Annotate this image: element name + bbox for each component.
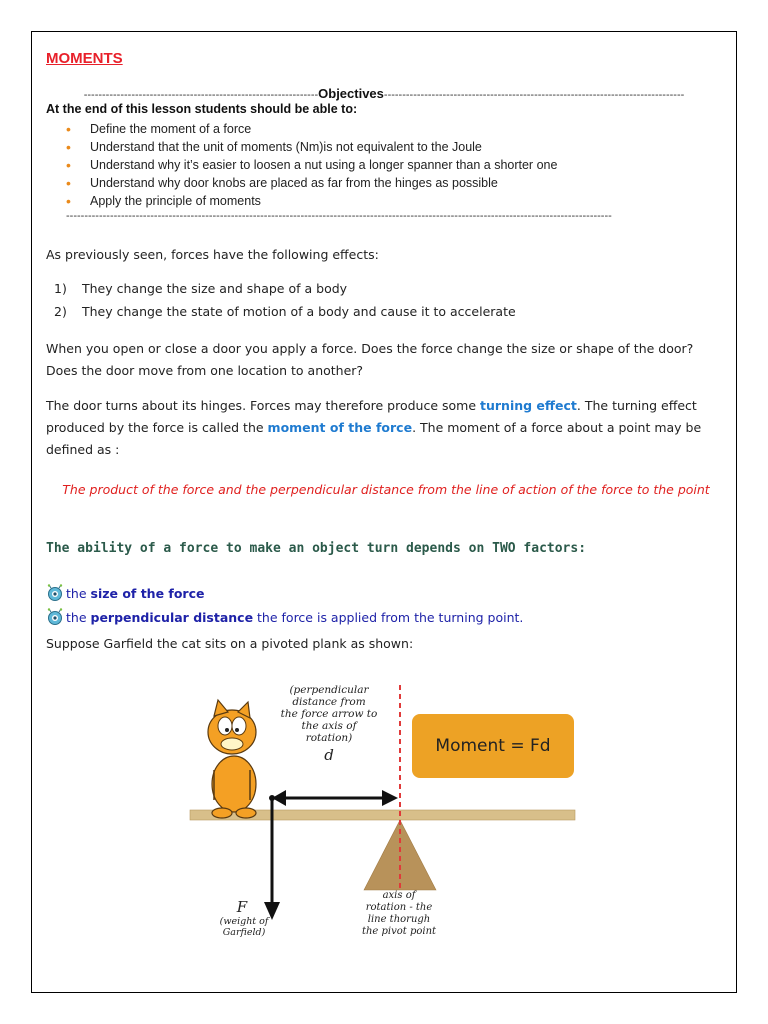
factor-distance: the perpendicular distance the force is applied from the turning point.: [46, 608, 523, 626]
objective-item: • Define the moment of a force: [90, 120, 557, 138]
effect-item: 2) They change the state of motion of a body and cause it to accelerate: [54, 304, 516, 319]
objectives-intro: At the end of this lesson students should be able to:: [46, 102, 358, 116]
factors-heading: The ability of a force to make an object turn depends on TWO factors:: [46, 541, 587, 556]
axis-label: axis of rotation - the line thorugh the pivot point: [361, 890, 437, 937]
distance-label: (perpendicular distance from the force arrow to the axis of rotation): [280, 684, 378, 744]
moment-equation-box: [412, 714, 574, 778]
moment-definition: The product of the force and the perpendicular distance from the line of action of the force to the point: [62, 482, 710, 497]
effects-list: [46, 277, 516, 323]
force-label: F: [236, 898, 248, 916]
objectives-dashes-left: ----------------------------------------------------------------: [83, 89, 319, 101]
distance-arrow-left-head: [272, 790, 286, 806]
factor-size: the size of the force: [46, 584, 205, 602]
distance-arrow-right-head: [382, 790, 398, 806]
objectives-dashes-right: ----------------------------------------------------------------------------------: [383, 89, 685, 101]
objective-item: • Understand why it’s easier to loosen a nut using a longer spanner than a shorter one: [90, 156, 557, 174]
objective-item: • Understand that the unit of moments (Nm)is not equivalent to the Joule: [90, 138, 557, 156]
objectives-heading: [46, 86, 722, 101]
alien-bullet-icon: [46, 608, 64, 626]
objectives-list: [46, 120, 557, 210]
alien-bullet-icon: [46, 584, 64, 602]
effect-item: 1) They change the size and shape of a body: [54, 281, 348, 296]
turning-effect-paragraph: The door turns about its hinges. Forces may therefore produce some turning effect. The turning effect produced by the force is called the moment of the force. The moment of a force about a point may be defined as :: [46, 398, 702, 457]
garfield-intro: Suppose Garfield the cat sits on a pivoted plank as shown:: [46, 636, 414, 651]
moment-of-force-term: moment of the force: [267, 420, 413, 435]
garfield-cat-illustration: [208, 700, 256, 818]
moment-equation: Moment = Fd: [435, 736, 551, 756]
d-label: d: [324, 746, 334, 764]
objectives-heading-text: Objectives: [318, 86, 384, 101]
objectives-footer-divider: -----------------------------------------------------------------------------------------------------------------------------------------------------: [66, 210, 612, 222]
door-question-paragraph: When you open or close a door you apply a force. Does the force change the size or shape of the door? Does the door move from one location to another?: [46, 341, 694, 378]
worksheet-page: [31, 31, 737, 993]
weight-label: (weight of Garfield): [219, 916, 269, 938]
objective-item: • Understand why door knobs are placed as far from the hinges as possible: [90, 174, 557, 192]
turning-effect-term: turning effect: [480, 398, 577, 413]
page-title: MOMENTS: [46, 50, 123, 67]
effects-intro: As previously seen, forces have the following effects:: [46, 247, 379, 262]
objective-item: • Apply the principle of moments: [90, 192, 557, 210]
